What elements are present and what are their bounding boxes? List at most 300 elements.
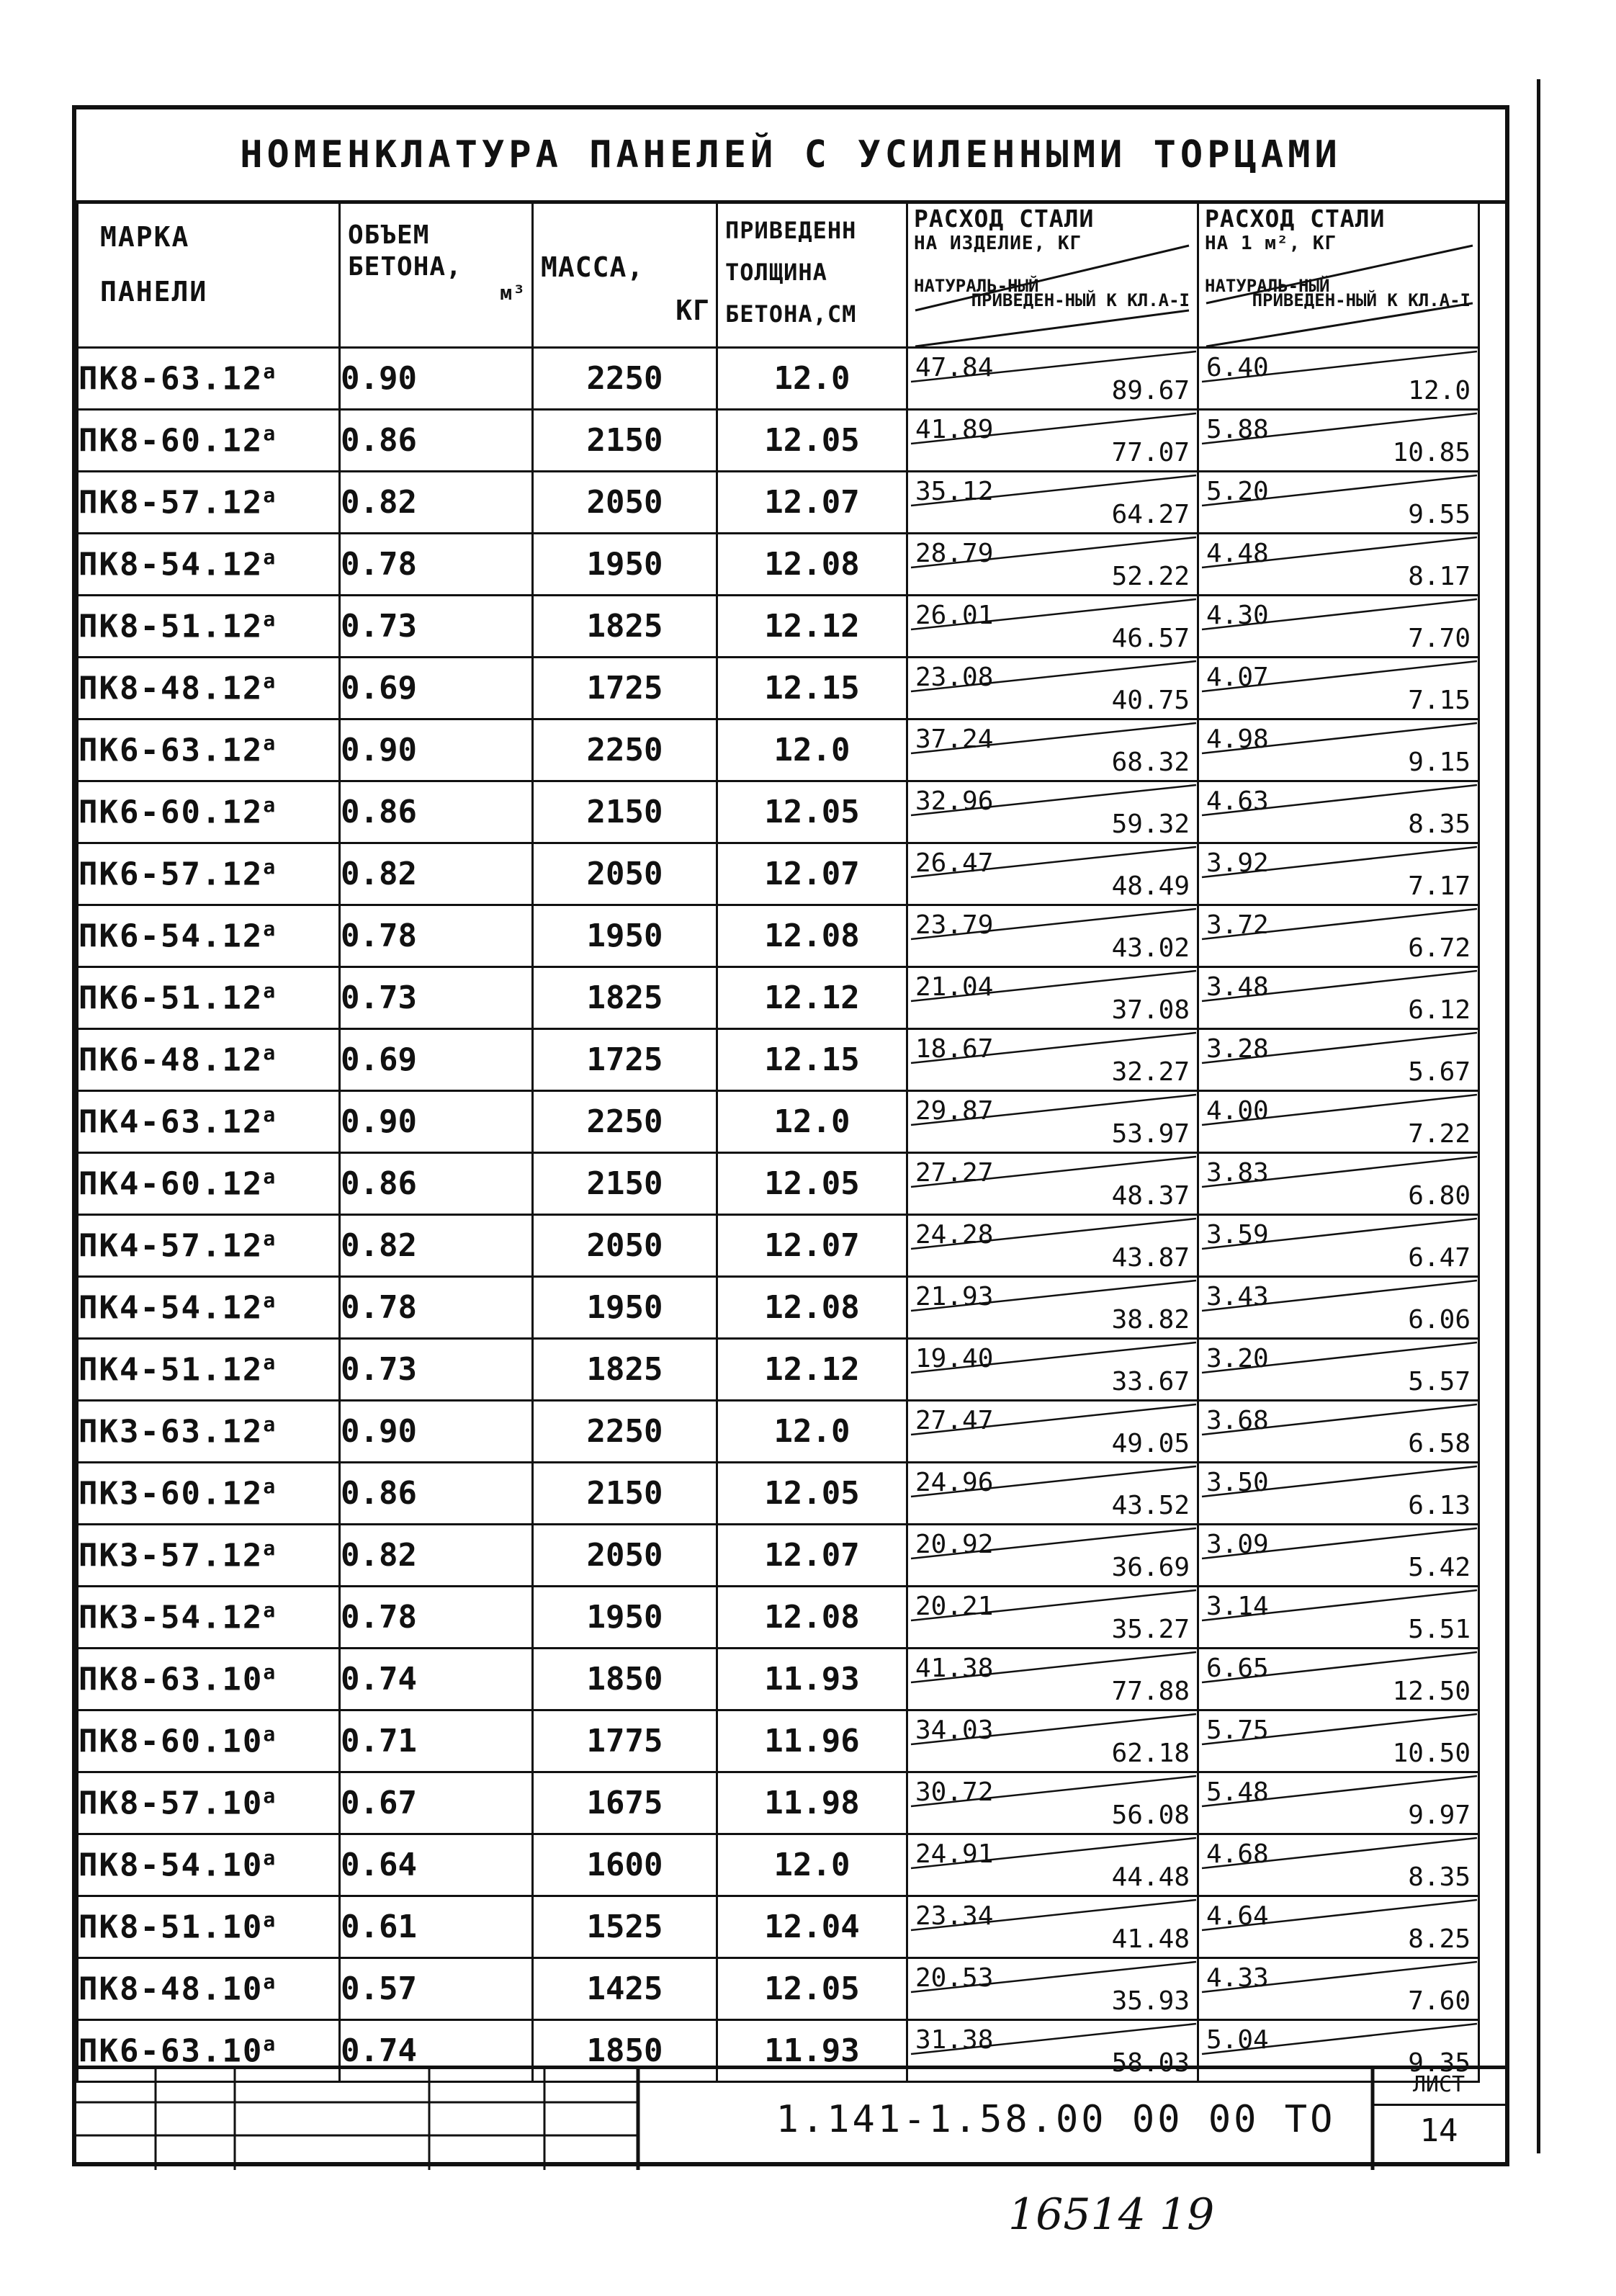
table-row <box>78 719 1479 781</box>
cell-steel-m2 <box>1198 1029 1479 1091</box>
cell-volume: 0.73 <box>340 967 533 1029</box>
header-mark-line1: МАРКА <box>100 221 190 253</box>
steel-item-reduced: 48.49 <box>1111 871 1190 901</box>
steel-item-reduced: 77.88 <box>1111 1677 1190 1706</box>
cell-mark: $ПК3-57.12^а$ <box>78 1525 340 1587</box>
cell-steel-m2 <box>1198 1339 1479 1401</box>
cell-volume: 0.71 <box>340 1710 533 1772</box>
cell-thickness: 11.96 <box>717 1710 907 1772</box>
cell-steel-item <box>907 1649 1198 1710</box>
steel-m2-natural: 4.07 <box>1206 663 1269 692</box>
table-row <box>78 1834 1479 1896</box>
cell-mark: $ПК4-54.12^а$ <box>78 1277 340 1339</box>
cell-mass: 1950 <box>533 1277 717 1339</box>
nomenclature-table <box>76 200 1480 2083</box>
steel-item-reduced: 46.57 <box>1111 624 1190 653</box>
steel-m2-reduced: 6.58 <box>1408 1429 1471 1458</box>
cell-thickness: 12.0 <box>717 1401 907 1463</box>
header-thickness-line2: ТОЛЩИНА <box>725 259 827 286</box>
cell-steel-item <box>907 781 1198 843</box>
steel-m2-reduced: 9.15 <box>1408 748 1471 777</box>
cell-mark: $ПК6-48.12^а$ <box>78 1029 340 1091</box>
table-row <box>78 596 1479 658</box>
cell-mass: 2250 <box>533 1401 717 1463</box>
steel-m2-reduced: 9.35 <box>1408 2048 1471 2078</box>
cell-steel-item <box>907 1587 1198 1649</box>
cell-steel-m2 <box>1198 1896 1479 1958</box>
cell-volume: 0.82 <box>340 843 533 905</box>
cell-mark: $ПК4-51.12^а$ <box>78 1339 340 1401</box>
cell-volume: 0.82 <box>340 472 533 534</box>
cell-mark: $ПК6-54.12^а$ <box>78 905 340 967</box>
table-row <box>78 1587 1479 1649</box>
cell-steel-item <box>907 967 1198 1029</box>
table-row <box>78 1339 1479 1401</box>
cell-mark: $ПК8-54.12^а$ <box>78 534 340 596</box>
steel-item-natural: 21.93 <box>915 1282 994 1311</box>
table-title: НОМЕНКЛАТУРА ПАНЕЛЕЙ С УСИЛЕННЫМИ ТОРЦАМИ <box>76 109 1505 204</box>
steel-m2-natural: 3.72 <box>1206 910 1269 940</box>
cell-steel-m2 <box>1198 1463 1479 1525</box>
cell-steel-m2 <box>1198 596 1479 658</box>
steel-item-natural: 35.12 <box>915 477 994 506</box>
table-row <box>78 1401 1479 1463</box>
steel-m2-natural: 5.48 <box>1206 1777 1269 1807</box>
cell-mark: $ПК8-51.10^а$ <box>78 1896 340 1958</box>
cell-thickness: 12.0 <box>717 348 907 410</box>
table-row <box>78 348 1479 410</box>
cell-volume: 0.73 <box>340 596 533 658</box>
cell-steel-m2 <box>1198 905 1479 967</box>
header-steel-m2 <box>1198 202 1479 348</box>
steel-item-natural: 27.47 <box>915 1406 994 1435</box>
cell-mass: 2150 <box>533 1153 717 1215</box>
steel-item-reduced: 59.32 <box>1111 810 1190 839</box>
header-thickness-line3: БЕТОНА,СМ <box>725 300 857 328</box>
steel-m2-natural: 4.00 <box>1206 1096 1269 1126</box>
cell-volume: 0.90 <box>340 719 533 781</box>
header-mark <box>78 202 340 348</box>
steel-item-reduced: 44.48 <box>1111 1862 1190 1892</box>
cell-thickness: 12.0 <box>717 1091 907 1153</box>
steel-m2-reduced: 6.12 <box>1408 995 1471 1025</box>
steel-item-reduced: 40.75 <box>1111 686 1190 715</box>
cell-mark: $ПК8-60.10^а$ <box>78 1710 340 1772</box>
table-body <box>78 348 1479 2082</box>
steel-item-natural: 32.96 <box>915 786 994 816</box>
steel-m2-reduced: 5.42 <box>1408 1553 1471 1582</box>
steel-item-reduced: 35.93 <box>1111 1986 1190 2016</box>
steel-item-reduced: 32.27 <box>1111 1057 1190 1087</box>
steel-m2-reduced: 5.51 <box>1408 1615 1471 1644</box>
cell-thickness: 12.07 <box>717 472 907 534</box>
steel-m2-reduced: 6.06 <box>1408 1305 1471 1335</box>
steel-item-natural: 20.21 <box>915 1592 994 1621</box>
cell-steel-item <box>907 1834 1198 1896</box>
cell-mark: $ПК6-63.10^а$ <box>78 2020 340 2082</box>
header-thickness-line1: ПРИВЕДЕНН <box>725 217 857 244</box>
document-sheet <box>72 105 1509 2166</box>
steel-m2-natural: 3.20 <box>1206 1344 1269 1373</box>
steel-item-reduced: 53.97 <box>1111 1119 1190 1149</box>
cell-volume: 0.78 <box>340 1277 533 1339</box>
header-steel-m2-line2: НА 1 м², КГ <box>1205 233 1337 254</box>
steel-m2-reduced: 10.85 <box>1392 438 1471 467</box>
cell-thickness: 12.05 <box>717 1153 907 1215</box>
steel-item-natural: 21.04 <box>915 972 994 1002</box>
steel-item-natural: 26.47 <box>915 848 994 878</box>
cell-steel-item <box>907 596 1198 658</box>
steel-item-natural: 31.38 <box>915 2025 994 2055</box>
cell-thickness: 12.07 <box>717 1215 907 1277</box>
cell-steel-item <box>907 719 1198 781</box>
cell-thickness: 11.98 <box>717 1772 907 1834</box>
cell-mass: 2050 <box>533 472 717 534</box>
cell-mark: $ПК8-63.12^а$ <box>78 348 340 410</box>
steel-item-reduced: 41.48 <box>1111 1924 1190 1954</box>
cell-volume: 0.78 <box>340 534 533 596</box>
cell-thickness: 12.12 <box>717 596 907 658</box>
steel-m2-reduced: 6.72 <box>1408 933 1471 963</box>
cell-steel-item <box>907 1091 1198 1153</box>
steel-m2-reduced: 5.67 <box>1408 1057 1471 1087</box>
table-row <box>78 1710 1479 1772</box>
header-mark-line2: ПАНЕЛИ <box>100 276 208 308</box>
cell-thickness: 12.12 <box>717 1339 907 1401</box>
cell-steel-item <box>907 1339 1198 1401</box>
cell-thickness: 12.07 <box>717 1525 907 1587</box>
steel-item-reduced: 36.69 <box>1111 1553 1190 1582</box>
steel-item-natural: 28.79 <box>915 539 994 568</box>
cell-steel-m2 <box>1198 1772 1479 1834</box>
steel-m2-reduced: 12.0 <box>1408 376 1471 405</box>
steel-m2-natural: 4.64 <box>1206 1901 1269 1931</box>
table-row <box>78 1896 1479 1958</box>
steel-m2-reduced: 8.25 <box>1408 1924 1471 1954</box>
cell-mass: 1825 <box>533 1339 717 1401</box>
steel-m2-reduced: 10.50 <box>1392 1739 1471 1768</box>
cell-steel-m2 <box>1198 658 1479 719</box>
steel-m2-natural: 5.20 <box>1206 477 1269 506</box>
steel-item-natural: 27.27 <box>915 1158 994 1188</box>
steel-item-reduced: 56.08 <box>1111 1801 1190 1830</box>
steel-m2-reduced: 7.15 <box>1408 686 1471 715</box>
cell-volume: 0.69 <box>340 1029 533 1091</box>
steel-item-natural: 47.84 <box>915 353 994 382</box>
steel-m2-natural: 5.04 <box>1206 2025 1269 2055</box>
cell-steel-m2 <box>1198 410 1479 472</box>
cell-mass: 1950 <box>533 534 717 596</box>
cell-volume: 0.73 <box>340 1339 533 1401</box>
cell-volume: 0.90 <box>340 348 533 410</box>
steel-m2-natural: 3.59 <box>1206 1220 1269 1250</box>
cell-volume: 0.74 <box>340 1649 533 1710</box>
handwritten-note: 16514 19 <box>1008 2189 1215 2240</box>
cell-steel-item <box>907 1029 1198 1091</box>
cell-thickness: 12.05 <box>717 410 907 472</box>
cell-mark: $ПК4-60.12^а$ <box>78 1153 340 1215</box>
steel-m2-reduced: 9.55 <box>1408 500 1471 529</box>
cell-mass: 1950 <box>533 905 717 967</box>
header-steel-m2-line1: РАСХОД СТАЛИ <box>1205 205 1386 233</box>
steel-item-reduced: 89.67 <box>1111 376 1190 405</box>
steel-item-natural: 24.96 <box>915 1468 994 1497</box>
cell-thickness: 12.05 <box>717 1958 907 2020</box>
steel-item-natural: 29.87 <box>915 1096 994 1126</box>
cell-thickness: 12.05 <box>717 1463 907 1525</box>
cell-steel-item <box>907 1215 1198 1277</box>
table-row <box>78 843 1479 905</box>
table-row <box>78 1525 1479 1587</box>
cell-thickness: 12.0 <box>717 719 907 781</box>
cell-steel-item <box>907 1153 1198 1215</box>
steel-m2-natural: 3.92 <box>1206 848 1269 878</box>
cell-steel-m2 <box>1198 348 1479 410</box>
steel-m2-natural: 3.50 <box>1206 1468 1269 1497</box>
cell-mark: $ПК3-60.12^а$ <box>78 1463 340 1525</box>
header-mass <box>533 202 717 348</box>
cell-mass: 1525 <box>533 1896 717 1958</box>
cell-steel-m2 <box>1198 534 1479 596</box>
steel-item-reduced: 58.03 <box>1111 2048 1190 2078</box>
steel-m2-reduced: 7.60 <box>1408 1986 1471 2016</box>
steel-item-natural: 23.79 <box>915 910 994 940</box>
cell-volume: 0.86 <box>340 1463 533 1525</box>
cell-steel-item <box>907 843 1198 905</box>
steel-m2-natural: 5.75 <box>1206 1716 1269 1745</box>
steel-m2-reduced: 7.22 <box>1408 1119 1471 1149</box>
document-code: 1.141-1.58.00 00 00 ТО <box>776 2098 1336 2141</box>
steel-m2-reduced: 7.17 <box>1408 871 1471 901</box>
header-thickness <box>717 202 907 348</box>
steel-m2-natural: 3.43 <box>1206 1282 1269 1311</box>
cell-steel-m2 <box>1198 1958 1479 2020</box>
steel-m2-reduced: 6.13 <box>1408 1491 1471 1520</box>
table-row <box>78 1772 1479 1834</box>
steel-m2-natural: 4.63 <box>1206 786 1269 816</box>
steel-item-reduced: 43.52 <box>1111 1491 1190 1520</box>
cell-thickness: 12.12 <box>717 967 907 1029</box>
header-row <box>78 202 1479 348</box>
cell-volume: 0.64 <box>340 1834 533 1896</box>
cell-steel-item <box>907 1710 1198 1772</box>
cell-steel-m2 <box>1198 843 1479 905</box>
cell-steel-item <box>907 1772 1198 1834</box>
sheet-label: ЛИСТ <box>1373 2072 1505 2106</box>
cell-steel-item <box>907 905 1198 967</box>
cell-thickness: 11.93 <box>717 1649 907 1710</box>
cell-steel-item <box>907 658 1198 719</box>
cell-steel-item <box>907 1958 1198 2020</box>
cell-thickness: 12.0 <box>717 1834 907 1896</box>
table-row <box>78 1091 1479 1153</box>
steel-item-reduced: 43.87 <box>1111 1243 1190 1273</box>
steel-m2-reduced: 6.80 <box>1408 1181 1471 1211</box>
cell-steel-item <box>907 534 1198 596</box>
cell-mass: 2150 <box>533 781 717 843</box>
steel-m2-natural: 3.68 <box>1206 1406 1269 1435</box>
table-row <box>78 1958 1479 2020</box>
cell-volume: 0.78 <box>340 1587 533 1649</box>
table-row <box>78 967 1479 1029</box>
table-row <box>78 472 1479 534</box>
table-row <box>78 534 1479 596</box>
cell-steel-m2 <box>1198 781 1479 843</box>
cell-mass: 2250 <box>533 1091 717 1153</box>
cell-steel-m2 <box>1198 1834 1479 1896</box>
cell-steel-item <box>907 1463 1198 1525</box>
steel-m2-natural: 4.30 <box>1206 601 1269 630</box>
cell-volume: 0.86 <box>340 781 533 843</box>
table-row <box>78 1029 1479 1091</box>
cell-volume: 0.69 <box>340 658 533 719</box>
cell-thickness: 12.07 <box>717 843 907 905</box>
steel-item-natural: 23.08 <box>915 663 994 692</box>
cell-mass: 2150 <box>533 410 717 472</box>
steel-item-reduced: 38.82 <box>1111 1305 1190 1335</box>
cell-mass: 2250 <box>533 719 717 781</box>
cell-volume: 0.78 <box>340 905 533 967</box>
steel-m2-reduced: 8.35 <box>1408 1862 1471 1892</box>
steel-m2-natural: 5.88 <box>1206 415 1269 444</box>
steel-item-reduced: 68.32 <box>1111 748 1190 777</box>
cell-mass: 1825 <box>533 967 717 1029</box>
cell-steel-m2 <box>1198 1277 1479 1339</box>
steel-m2-natural: 4.98 <box>1206 725 1269 754</box>
table-row <box>78 1215 1479 1277</box>
table-row <box>78 1153 1479 1215</box>
cell-steel-m2 <box>1198 967 1479 1029</box>
table-row <box>78 1649 1479 1710</box>
cell-steel-item <box>907 472 1198 534</box>
steel-item-reduced: 49.05 <box>1111 1429 1190 1458</box>
cell-volume: 0.82 <box>340 1525 533 1587</box>
cell-mass: 1675 <box>533 1772 717 1834</box>
cell-mark: $ПК4-63.12^а$ <box>78 1091 340 1153</box>
steel-item-natural: 24.91 <box>915 1839 994 1869</box>
steel-m2-natural: 4.48 <box>1206 539 1269 568</box>
cell-volume: 0.61 <box>340 1896 533 1958</box>
cell-mark: $ПК8-57.12^а$ <box>78 472 340 534</box>
header-steel-item-line2: НА ИЗДЕЛИЕ, КГ <box>914 233 1082 254</box>
steel-item-natural: 41.38 <box>915 1654 994 1683</box>
header-volume-line2: БЕТОНА, <box>348 252 462 282</box>
cell-steel-m2 <box>1198 1401 1479 1463</box>
cell-steel-m2 <box>1198 472 1479 534</box>
steel-item-natural: 20.92 <box>915 1530 994 1559</box>
steel-m2-natural: 3.28 <box>1206 1034 1269 1064</box>
right-margin-line <box>1537 79 1540 2153</box>
steel-item-natural: 20.53 <box>915 1963 994 1993</box>
steel-item-natural: 19.40 <box>915 1344 994 1373</box>
cell-mass: 1425 <box>533 1958 717 2020</box>
steel-item-reduced: 52.22 <box>1111 562 1190 591</box>
cell-thickness: 12.08 <box>717 1277 907 1339</box>
cell-mark: $ПК8-63.10^а$ <box>78 1649 340 1710</box>
cell-volume: 0.90 <box>340 1401 533 1463</box>
cell-mark: $ПК8-57.10^а$ <box>78 1772 340 1834</box>
cell-thickness: 12.04 <box>717 1896 907 1958</box>
cell-mass: 1825 <box>533 596 717 658</box>
sheet-number: 14 <box>1419 2112 1458 2149</box>
header-steel-item <box>907 202 1198 348</box>
cell-mass: 1950 <box>533 1587 717 1649</box>
cell-mark: $ПК8-54.10^а$ <box>78 1834 340 1896</box>
cell-steel-m2 <box>1198 1525 1479 1587</box>
steel-item-natural: 24.28 <box>915 1220 994 1250</box>
steel-m2-reduced: 6.47 <box>1408 1243 1471 1273</box>
steel-m2-reduced: 9.97 <box>1408 1801 1471 1830</box>
title-block <box>76 2066 1505 2170</box>
cell-mass: 1600 <box>533 1834 717 1896</box>
table-row <box>78 905 1479 967</box>
cell-mark: $ПК8-51.12^а$ <box>78 596 340 658</box>
steel-item-reduced: 64.27 <box>1111 500 1190 529</box>
steel-item-natural: 18.67 <box>915 1034 994 1064</box>
steel-m2-natural: 4.33 <box>1206 1963 1269 1993</box>
header-steel-item-line1: РАСХОД СТАЛИ <box>914 205 1095 233</box>
cell-mass: 1725 <box>533 1029 717 1091</box>
cell-mass: 2050 <box>533 1215 717 1277</box>
table-row <box>78 1277 1479 1339</box>
cell-steel-m2 <box>1198 1153 1479 1215</box>
cell-volume: 0.67 <box>340 1772 533 1834</box>
steel-m2-reduced: 8.17 <box>1408 562 1471 591</box>
steel-m2-natural: 3.83 <box>1206 1158 1269 1188</box>
cell-steel-m2 <box>1198 1091 1479 1153</box>
steel-item-reduced: 77.07 <box>1111 438 1190 467</box>
cell-mark: $ПК3-54.12^а$ <box>78 1587 340 1649</box>
header-volume-line1: ОБЪЕМ <box>348 220 430 250</box>
cell-steel-item <box>907 410 1198 472</box>
cell-mark: $ПК6-57.12^а$ <box>78 843 340 905</box>
cell-thickness: 12.08 <box>717 905 907 967</box>
steel-m2-natural: 4.68 <box>1206 1839 1269 1869</box>
cell-thickness: 11.93 <box>717 2020 907 2082</box>
cell-volume: 0.82 <box>340 1215 533 1277</box>
steel-item-reduced: 35.27 <box>1111 1615 1190 1644</box>
cell-mark: $ПК6-60.12^а$ <box>78 781 340 843</box>
cell-mass: 2050 <box>533 843 717 905</box>
cell-mass: 1850 <box>533 1649 717 1710</box>
cell-mark: $ПК8-48.12^а$ <box>78 658 340 719</box>
table-row <box>78 1463 1479 1525</box>
steel-item-natural: 41.89 <box>915 415 994 444</box>
cell-thickness: 12.05 <box>717 781 907 843</box>
cell-mark: $ПК6-51.12^а$ <box>78 967 340 1029</box>
cell-mass: 2150 <box>533 1463 717 1525</box>
cell-volume: 0.86 <box>340 1153 533 1215</box>
steel-item-reduced: 37.08 <box>1111 995 1190 1025</box>
cell-steel-item <box>907 1896 1198 1958</box>
cell-mark: $ПК6-63.12^а$ <box>78 719 340 781</box>
header-steel-item-natural: НАТУРАЛЬ-НЫЙ <box>914 276 1039 296</box>
steel-item-reduced: 62.18 <box>1111 1739 1190 1768</box>
cell-steel-item <box>907 1401 1198 1463</box>
cell-volume: 0.90 <box>340 1091 533 1153</box>
cell-mark: $ПК4-57.12^а$ <box>78 1215 340 1277</box>
steel-m2-reduced: 12.50 <box>1392 1677 1471 1706</box>
cell-steel-m2 <box>1198 1215 1479 1277</box>
cell-steel-item <box>907 1277 1198 1339</box>
steel-item-natural: 34.03 <box>915 1716 994 1745</box>
steel-m2-natural: 3.14 <box>1206 1592 1269 1621</box>
cell-volume: 0.86 <box>340 410 533 472</box>
cell-thickness: 12.15 <box>717 1029 907 1091</box>
steel-item-reduced: 48.37 <box>1111 1181 1190 1211</box>
steel-m2-natural: 6.65 <box>1206 1654 1269 1683</box>
header-mass-line2: КГ <box>675 295 710 326</box>
